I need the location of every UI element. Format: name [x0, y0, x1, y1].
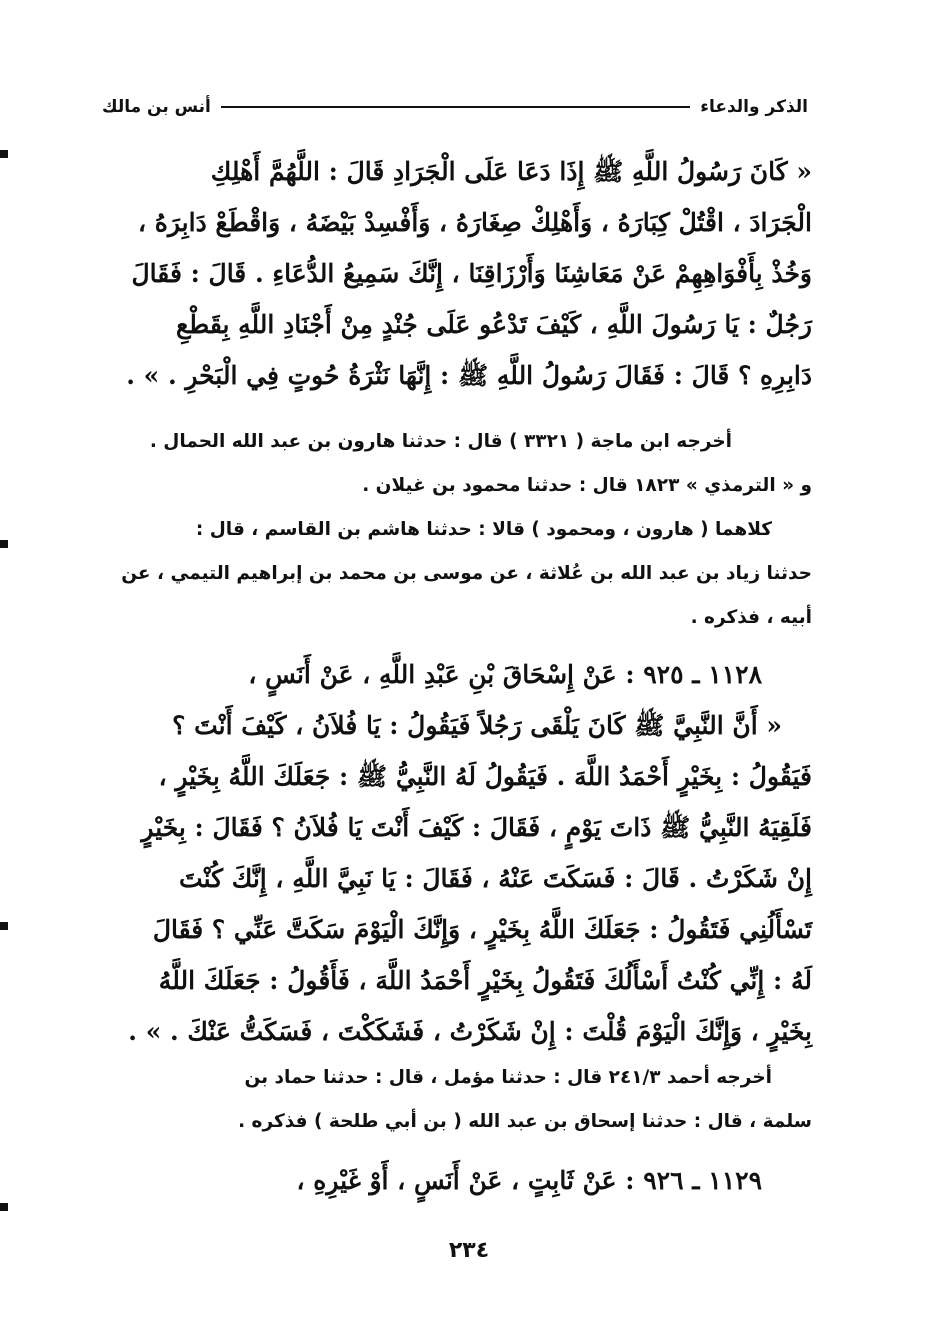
hadith-heading-925 — [98, 654, 812, 696]
hadith-line: « أَنَّ النَّبِيَّ ﷺ كَانَ يَلْقَى رَجُلاً فَيَقُولُ : يَا فُلاَنُ ، كَيْفَ أَنْتَ ؟ — [172, 711, 782, 740]
scan-edge-mark — [0, 150, 8, 158]
hadith-line: بِخَيْرٍ ، وَإِنَّكَ الْيَوْمَ قُلْتَ : إِنْ شَكَرْتُ ، فَشَكَكْتَ ، فَسَكَتُّ عَنْكَ . » . — [128, 1017, 812, 1046]
running-header — [102, 92, 808, 122]
hadith-line: تَسْأَلُنِي فَتَقُولُ : جَعَلَكَ اللَّهُ بِخَيْرٍ ، وَإِنَّكَ الْيَوْمَ سَكَتَّ عَنِّي ؟ فَقَالَ — [152, 915, 812, 944]
hadith-line: « كَانَ رَسُولُ اللَّهِ ﷺ إِذَا دَعَا عَلَى الْجَرَادِ قَالَ : اللَّهُمَّ أَهْلِكِ — [210, 157, 812, 186]
takhrij-924 — [98, 420, 812, 640]
hadith-number: ١١٢٨ ـ ٩٢٥ : عَنْ إِسْحَاقَ بْنِ عَبْدِ اللَّهِ ، عَنْ أَنَسٍ ، — [248, 660, 762, 689]
takhrij-925 — [98, 1056, 812, 1144]
hadith-line: إِنْ شَكَرْتُ . قَالَ : فَسَكَتَ عَنْهُ ، فَقَالَ : يَا نَبِيَّ اللَّهِ ، إِنَّكَ كُنْتَ — [179, 864, 812, 893]
takhrij-line: و « الترمذي » ١٨٢٣ قال : حدثنا محمود بن غيلان . — [362, 475, 812, 496]
hadith-number: ١١٢٩ ـ ٩٢٦ : عَنْ ثَابِتٍ ، عَنْ أَنَسٍ ، أَوْ غَيْرِهِ ، — [296, 1166, 762, 1195]
takhrij-line: أبيه ، فذكره . — [690, 607, 812, 628]
scan-edge-mark — [0, 1203, 8, 1211]
hadith-line: وَخُذْ بِأَفْوَاهِهِمْ عَنْ مَعَاشِنَا وَأَرْزَاقِنَا ، إِنَّكَ سَمِيعُ الدُّعَاءِ . قَالَ : فَقَالَ — [131, 259, 812, 288]
header-rule — [221, 106, 690, 108]
hadith-line: الْجَرَادَ ، اقْتُلْ كِبَارَهُ ، وَأَهْلِكْ صِغَارَهُ ، وَأَفْسِدْ بَيْضَهُ ، وَاقْطَعْ دَابِرَهُ ، — [138, 208, 812, 237]
takhrij-line: حدثنا زياد بن عبد الله بن عُلاثة ، عن موسى بن محمد بن إبراهيم التيمي ، عن — [121, 563, 812, 584]
takhrij-line: أخرجه أحمد ٢٤١/٣ قال : حدثنا مؤمل ، قال : حدثنا حماد بن — [244, 1067, 772, 1088]
header-section-title: الذكر والدعاء — [700, 97, 808, 117]
hadith-text-925 — [98, 700, 812, 1057]
hadith-line: دَابِرِهِ ؟ قَالَ : فَقَالَ رَسُولُ اللَّهِ ﷺ : إِنَّهَا نَثْرَةُ حُوتٍ فِي الْبَحْرِ . » . — [126, 361, 812, 390]
hadith-line: فَلَقِيَهُ النَّبِيُّ ﷺ ذَاتَ يَوْمٍ ، فَقَالَ : كَيْفَ أَنْتَ يَا فُلاَنُ ؟ فَقَالَ : بِخَيْرٍ — [141, 813, 812, 842]
scan-edge-mark — [0, 540, 8, 548]
hadith-text-924 — [98, 146, 812, 401]
page-number: ٢٣٤ — [448, 1238, 490, 1263]
header-chapter-title: أنس بن مالك — [102, 97, 211, 117]
hadith-heading-926 — [98, 1160, 812, 1202]
hadith-line: رَجُلٌ : يَا رَسُولَ اللَّهِ ، كَيْفَ تَدْعُو عَلَى جُنْدٍ مِنْ أَجْنَادِ اللَّهِ بِقَطْعِ — [176, 310, 812, 339]
takhrij-line: كلاهما ( هارون ، ومحمود ) قالا : حدثنا هاشم بن القاسم ، قال : — [195, 519, 772, 540]
hadith-line: لَهُ : إِنِّي كُنْتُ أَسْأَلُكَ فَتَقُولُ بِخَيْرٍ أَحْمَدُ اللَّهَ ، فَأَقُولُ : جَعَلَكَ اللَّهُ — [158, 966, 812, 995]
scan-edge-mark — [0, 922, 8, 930]
hadith-line: فَيَقُولُ : بِخَيْرٍ أَحْمَدُ اللَّهَ . فَيَقُولُ لَهُ النَّبِيُّ ﷺ : جَعَلَكَ اللَّهُ بِخَيْرٍ ، — [158, 762, 812, 791]
takhrij-line: أخرجه ابن ماجة ( ٣٣٢١ ) قال : حدثنا هارون بن عبد الله الحمال . — [149, 431, 732, 452]
takhrij-line: سلمة ، قال : حدثنا إسحاق بن عبد الله ( بن أبي طلحة ) فذكره . — [238, 1111, 812, 1132]
